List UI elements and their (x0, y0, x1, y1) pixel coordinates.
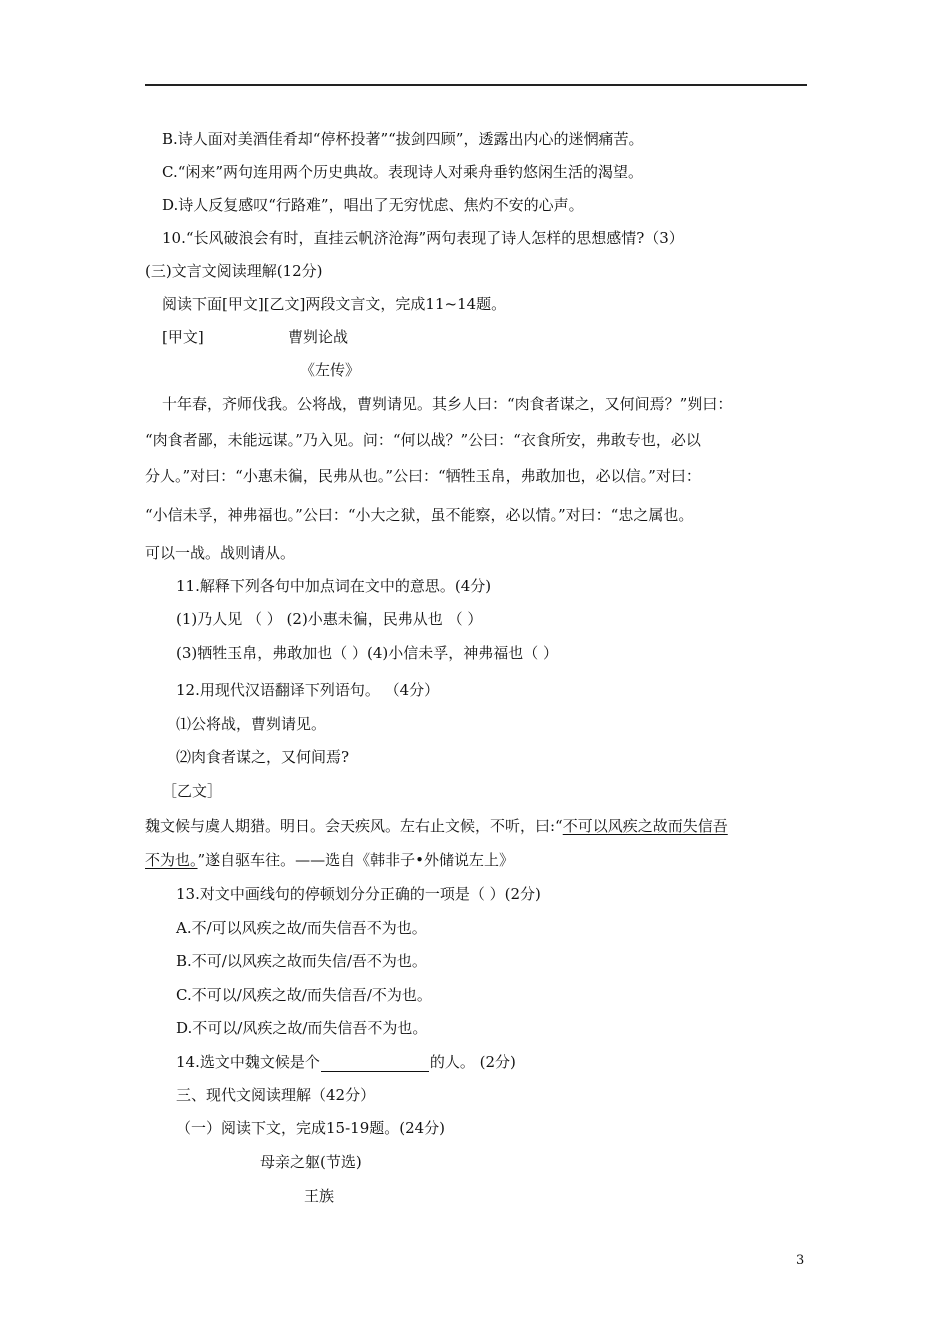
passage-a-line: 分人。”对曰：“小惠未徧，民弗从也。”公曰：“牺牲玉帛，弗敢加也，必以信。”对曰： (145, 467, 701, 485)
page-number: 3 (796, 1253, 805, 1268)
answer-blank (321, 1055, 429, 1072)
question-13: 13.对文中画线句的停顿划分分正确的一项是（ ）(2分) (176, 885, 541, 903)
passage-a-line: “小信未孚，神弗福也。”公曰：“小大之狱，虽不能察，必以情。”对曰：“忠之属也。 (145, 506, 694, 524)
question-14-text: 的人。 (2分) (429, 1053, 516, 1071)
passage-b-line (145, 816, 728, 836)
text-a-title: 曹刿论战 (288, 328, 349, 346)
question-12-item: ⑴公将战，曹刿请见。 (176, 715, 327, 733)
question-13-option-b: B.不可/以风疾之故而失信/吾不为也。 (176, 952, 427, 970)
text-a-source: 《左传》 (300, 361, 361, 379)
passage-b-text: 魏文候与虞人期猎。明日。会天疾风。左右止文候，不听，曰:“ (145, 817, 563, 835)
passage-b-text: ”遂自驱车往。——选自《韩非子•外储说左上》 (197, 851, 515, 869)
question-13-option-c: C.不可以/风疾之故/而失信吾/不为也。 (176, 986, 432, 1004)
option-d: D.诗人反复感叹“行路难”，唱出了无穷忧虑、焦灼不安的心声。 (162, 196, 584, 214)
question-11-items: (3)牺牲玉帛，弗敢加也（ ）(4)小信未孚，神弗福也（ ） (176, 644, 559, 662)
reading-instruction-modern: （一）阅读下文，完成15-19题。(24分) (176, 1119, 446, 1137)
question-14 (176, 1052, 516, 1072)
header-rule (145, 84, 807, 86)
question-11-items: (1)乃人见 （ ） (2)小惠未徧，民弗从也 （ ） (176, 610, 483, 628)
section-heading-modern: 三、现代文阅读理解（42分） (176, 1086, 376, 1104)
question-13-option-d: D.不可以/风疾之故/而失信吾不为也。 (176, 1019, 428, 1037)
question-12-item: ⑵肉食者谋之，又何间焉? (176, 748, 350, 766)
modern-text-author: 王族 (304, 1187, 335, 1205)
underlined-sentence: 不可以风疾之故而失信吾 (562, 817, 728, 835)
question-13-option-a: A.不/可以风疾之故/而失信吾不为也。 (176, 919, 427, 937)
section-heading-classical: (三)文言文阅读理解(12分) (145, 262, 323, 280)
question-14-text: 14.选文中魏文候是个 (176, 1053, 320, 1071)
option-b: B.诗人面对美酒佳肴却“停杯投著”“拔剑四顾”，透露出内心的迷惘痛苦。 (162, 130, 644, 148)
question-10: 10.“长风破浪会有时，直挂云帆济沧海”两句表现了诗人怎样的思想感情?（3） (162, 229, 684, 247)
passage-a-line: 十年春，齐师伐我。公将战，曹刿请见。其乡人曰：“肉食者谋之，又何间焉？”刿曰： (162, 395, 733, 413)
question-12: 12.用现代汉语翻译下列语句。 （4分） (176, 681, 440, 699)
text-a-label: [甲文] (162, 328, 204, 346)
passage-a-line: 可以一战。战则请从。 (145, 544, 296, 562)
reading-instruction: 阅读下面[甲文][乙文]两段文言文，完成11~14题。 (162, 295, 507, 313)
modern-text-title: 母亲之躯(节选) (260, 1153, 362, 1171)
passage-a-line: “肉食者鄙，未能远谋。”乃入见。问：“何以战？”公曰：“衣食所安，弗敢专也，必以 (145, 431, 701, 449)
question-11: 11.解释下列各句中加点词在文中的意思。(4分) (176, 577, 492, 595)
passage-b-line (145, 850, 514, 870)
text-b-label: ［乙文］ (162, 782, 223, 800)
option-c: C.“闲来”两句连用两个历史典故。表现诗人对乘舟垂钓悠闲生活的渴望。 (162, 163, 644, 181)
underlined-sentence: 不为也。 (145, 851, 198, 869)
